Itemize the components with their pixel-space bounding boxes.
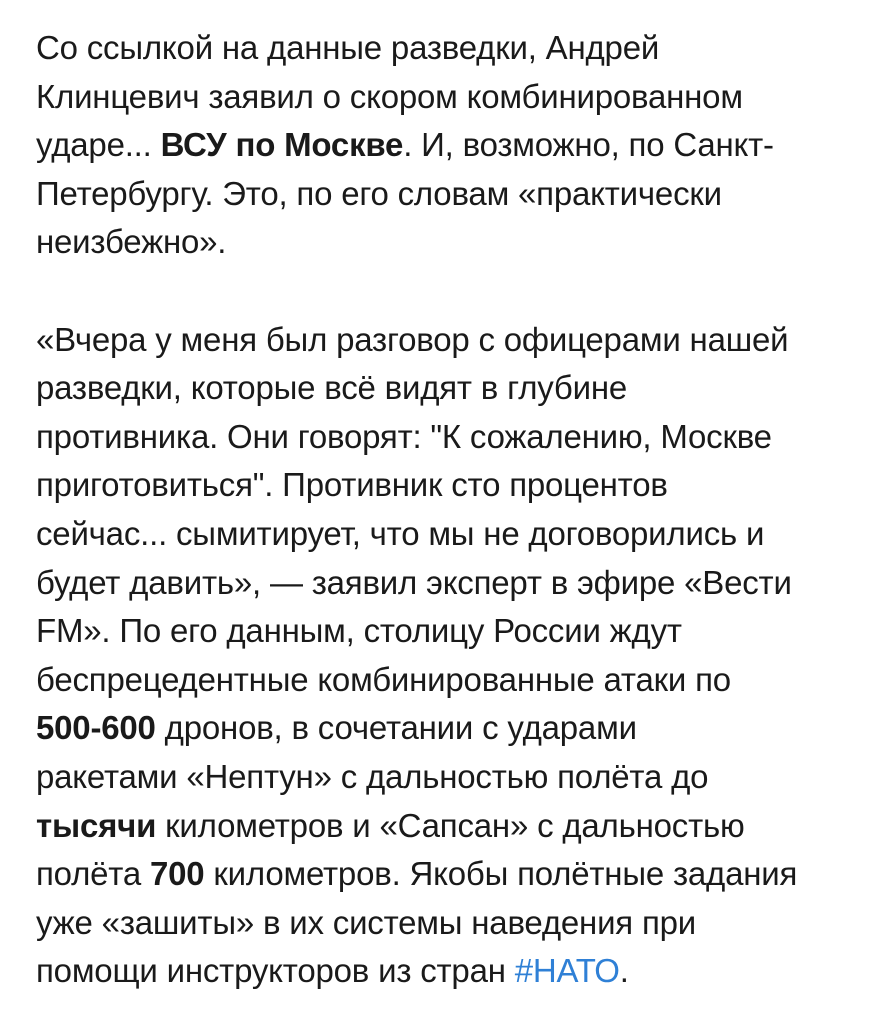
text-line [36, 947, 856, 996]
bold-text-700: 700 [149, 855, 205, 893]
text-line: Со ссылкой на данные разведки, Андрей [36, 29, 660, 66]
hashtag-nato-link[interactable]: #НАТО [514, 952, 620, 990]
text-fragment: полёта [36, 855, 150, 893]
text-line: FM». По его данным, столицу России ждут [36, 612, 682, 650]
text-fragment: . И, возможно, по Санкт- [403, 126, 774, 164]
text-line: «Вчера у меня был разговор с офицерами нашей [36, 320, 789, 358]
text-line: Клинцевич заявил о скором комбинированном [36, 77, 743, 115]
text-line [36, 850, 856, 899]
text-fragment: километров. Якобы полётные задания [204, 855, 798, 893]
bold-text-thousand: тысячи [36, 806, 157, 844]
text-line: уже «зашиты» в их системы наведения при [36, 903, 696, 941]
text-line [36, 802, 856, 851]
bold-text-drone-count: 500-600 [36, 709, 156, 747]
text-fragment: ударе... [36, 126, 161, 164]
text-line: разведки, которые всё видят в глубине [36, 369, 628, 407]
text-fragment: помощи инструкторов из стран [36, 952, 515, 990]
text-line: будет давить», — заявил эксперт в эфире «Вести [36, 563, 792, 601]
text-line: беспрецедентные комбинированные атаки по [36, 660, 731, 698]
bold-text-afu-moscow: ВСУ по Москве [160, 126, 404, 164]
text-line: Петербургу. Это, по его словам «практически [36, 174, 722, 212]
text-line: противника. Они говорят: "К сожалению, Москве [36, 417, 772, 455]
text-fragment: километров и «Сапсан» с дальностью [156, 806, 745, 844]
text-line: приготовиться". Противник сто процентов [36, 466, 668, 504]
text-line: неизбежно». [36, 223, 227, 261]
paragraph-intro [36, 24, 856, 267]
paragraph-quote [36, 316, 856, 996]
text-fragment: . [619, 952, 629, 990]
text-line: ракетами «Нептун» с дальностью полёта до [36, 757, 709, 795]
text-line: сейчас... сымитирует, что мы не договорились и [36, 514, 765, 552]
post-body [36, 24, 856, 996]
text-line [36, 704, 856, 753]
text-fragment: дронов, в сочетании с ударами [155, 709, 637, 747]
text-line [36, 121, 856, 170]
